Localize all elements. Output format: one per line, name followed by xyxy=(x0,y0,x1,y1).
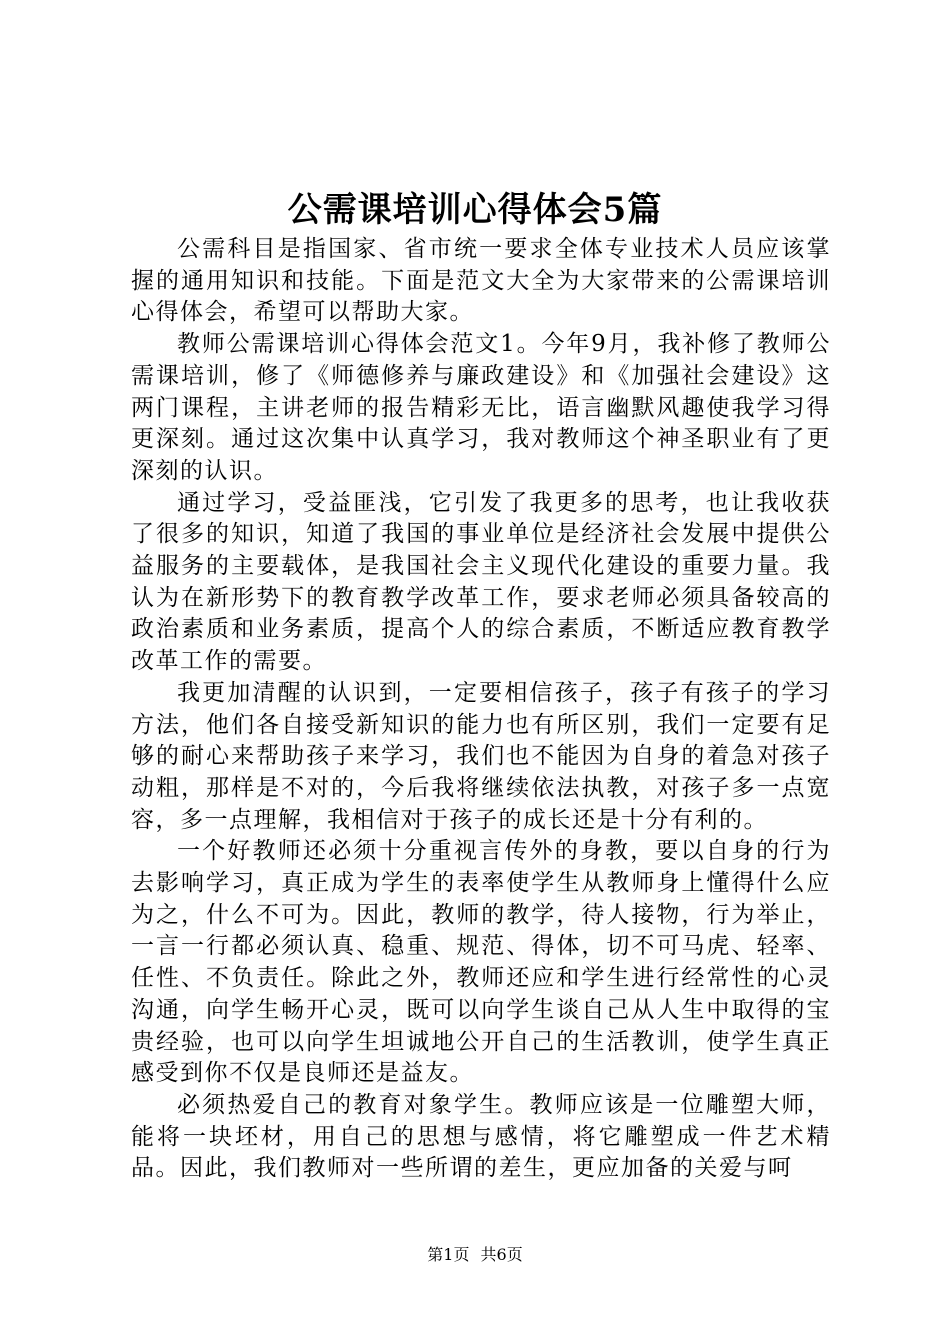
paragraph-5: 一个好教师还必须十分重视言传外的身教，要以自身的行为去影响学习，真正成为学生的表率使学生从教师身上懂得什么应为之，什么不可为。因此，教师的教学，待人接物，行为举止，一言一行都必须认真、稳重、规范、得体，切不可马虎、轻率、任性、不负责任。除此之外，教师还应和学生进行经常性的心灵沟通，向学生畅开心灵，既可以向学生谈自己从人生中取得的宝贵经验，也可以向学生坦诚地公开自己的生活教训，使学生真正感受到你不仅是良师还是益友。 xyxy=(131,838,831,1087)
paragraph-2: 教师公需课培训心得体会范文1。今年9月，我补修了教师公需课培训，修了《师德修养与廉政建设》和《加强社会建设》这两门课程，主讲老师的报告精彩无比，语言幽默风趣使我学习得更深刻。通过这次集中认真学习，我对教师这个神圣职业有了更深刻的认识。 xyxy=(131,331,831,484)
page-footer xyxy=(0,1244,950,1266)
paragraph-3: 通过学习，受益匪浅，它引发了我更多的思考，也让我收获了很多的知识，知道了我国的事业单位是经济社会发展中提供公益服务的主要载体，是我国社会主义现代化建设的重要力量。我认为在新形势下的教育教学改革工作，要求老师必须具备较高的政治素质和业务素质，提高个人的综合素质，不断适应教育教学改革工作的需要。 xyxy=(131,489,831,675)
document-title: 公需课培训心得体会5篇 xyxy=(287,190,663,230)
page-number: 第1页 xyxy=(427,1245,470,1264)
paragraph-1: 公需科目是指国家、省市统一要求全体专业技术人员应该掌握的通用知识和技能。下面是范文大全为大家带来的公需课培训心得体会，希望可以帮助大家。 xyxy=(131,236,831,326)
paragraph-4: 我更加清醒的认识到，一定要相信孩子，孩子有孩子的学习方法，他们各自接受新知识的能力也有所区别，我们一定要有足够的耐心来帮助孩子来学习，我们也不能因为自身的着急对孩子动粗，那样是不对的，今后我将继续依法执教，对孩子多一点宽容，多一点理解，我相信对于孩子的成长还是十分有利的。 xyxy=(131,679,831,833)
page-total: 共6页 xyxy=(480,1245,523,1264)
paragraph-6: 必须热爱自己的教育对象学生。教师应该是一位雕塑大师，能将一块坯材，用自己的思想与感情，将它雕塑成一件艺术精品。因此，我们教师对一些所谓的差生，更应加备的关爱与呵 xyxy=(131,1091,831,1182)
document-body xyxy=(131,234,831,1185)
